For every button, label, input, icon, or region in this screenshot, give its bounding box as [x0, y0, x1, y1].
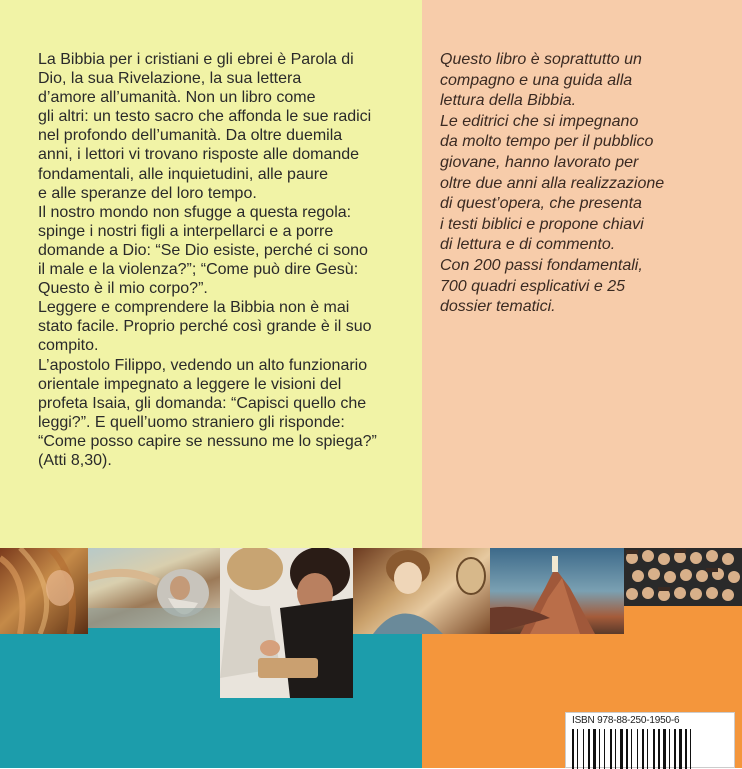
isbn-number: ISBN 978-88-250-1950-6 [572, 715, 680, 726]
isbn-barcode [565, 712, 735, 768]
image-crowd [624, 548, 742, 606]
image-woman-hair [0, 548, 88, 634]
image-rock-tower [490, 548, 624, 634]
image-angel-painting [353, 548, 490, 634]
barcode-icon [572, 729, 730, 769]
side-description: Questo libro è soprattutto un compagno e una guida alla lettura della Bibbia. Le editrici che si impegnano da molto tempo per il pubblico giovane, hanno lavorato per oltre due anni alla realizzazione di quest’opera, che presenta i testi biblici e propone chiavi di lettura e di commento. Con 200 passi fondamentali, 700 quadri esplicativi e 25 dossier tematici. [440, 51, 665, 316]
main-description: La Bibbia per i cristiani e gli ebrei è Parola di Dio, la sua Rivelazione, la sua lettera d’amore all’umanità. Non un libro come gli altri: un testo sacro che affonda le sue radici nel profondo dell’umanità. Da oltre duemila anni, i lettori vi trovano risposte alle domande fondamentali, alle inquietudini, alle paure e alle speranze del loro tempo. Il nostro mondo non sfugge a questa regola: spinge i nostri figli a interpellarci e a porre domande a Dio: “Se Dio esiste, perché ci sono il male e la violenza?”; “Come può dire Gesù: Questo è il mio corpo?”. Leggere e comprendere la Bibbia non è mai stato facile. Proprio perché così grande è il suo compito. L’apostolo Filippo, vedendo un alto funzionario orientale impegnato a leggere le visioni del profeta Isaia, gli domanda: “Capisci quello che leggi?”. E quell’uomo straniero gli risponde: “Come posso capire se nessuno me lo spiega?” (Atti 8,30). [38, 51, 377, 469]
image-creation-fresco [88, 548, 220, 628]
image-young-readers [220, 548, 353, 698]
